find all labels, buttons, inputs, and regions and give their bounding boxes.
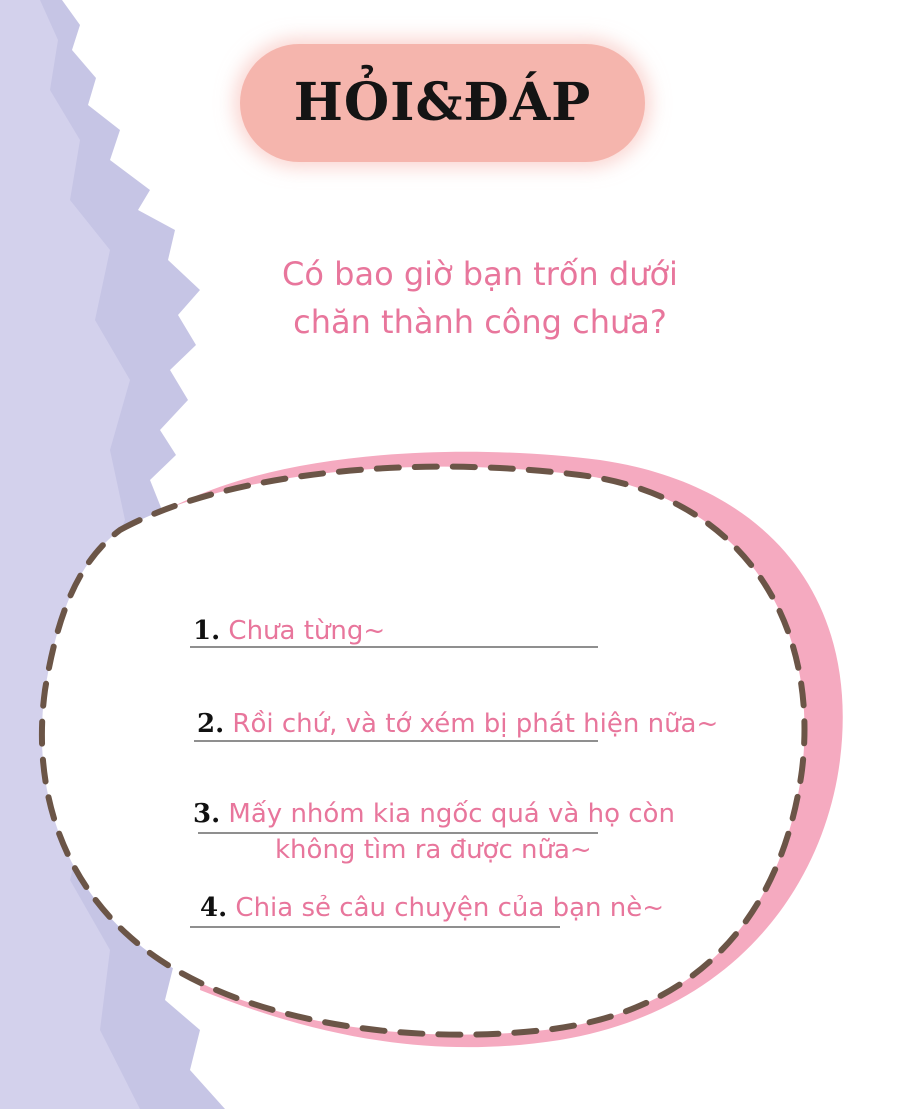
answer-number: 4. (200, 893, 228, 923)
answer-number: 1. (193, 616, 221, 646)
answer-underline (190, 646, 598, 648)
answer-text: Chưa từng~ (228, 616, 386, 646)
question-line-1: Có bao giờ bạn trốn dưới (282, 255, 678, 293)
question-line-2: chăn thành công chưa? (293, 303, 667, 341)
answer-text-continued: không tìm ra được nữa~ (275, 835, 592, 865)
answer-underline (194, 740, 598, 742)
answer-number: 2. (197, 709, 225, 739)
answer-number: 3. (193, 799, 221, 829)
answer-text: Mấy nhóm kia ngốc quá và họ còn (228, 799, 675, 829)
answer-underline (198, 832, 598, 834)
answer-underline (190, 926, 560, 928)
answer-option-4[interactable] (200, 890, 664, 926)
answer-option-2[interactable] (197, 706, 718, 742)
answer-text: Rồi chứ, và tớ xém bị phát hiện nữa~ (232, 709, 719, 739)
answer-text: Chia sẻ câu chuyện của bạn nè~ (235, 893, 665, 923)
page-title: HỎI&ĐÁP (293, 72, 592, 133)
answer-option-1[interactable] (193, 613, 385, 649)
